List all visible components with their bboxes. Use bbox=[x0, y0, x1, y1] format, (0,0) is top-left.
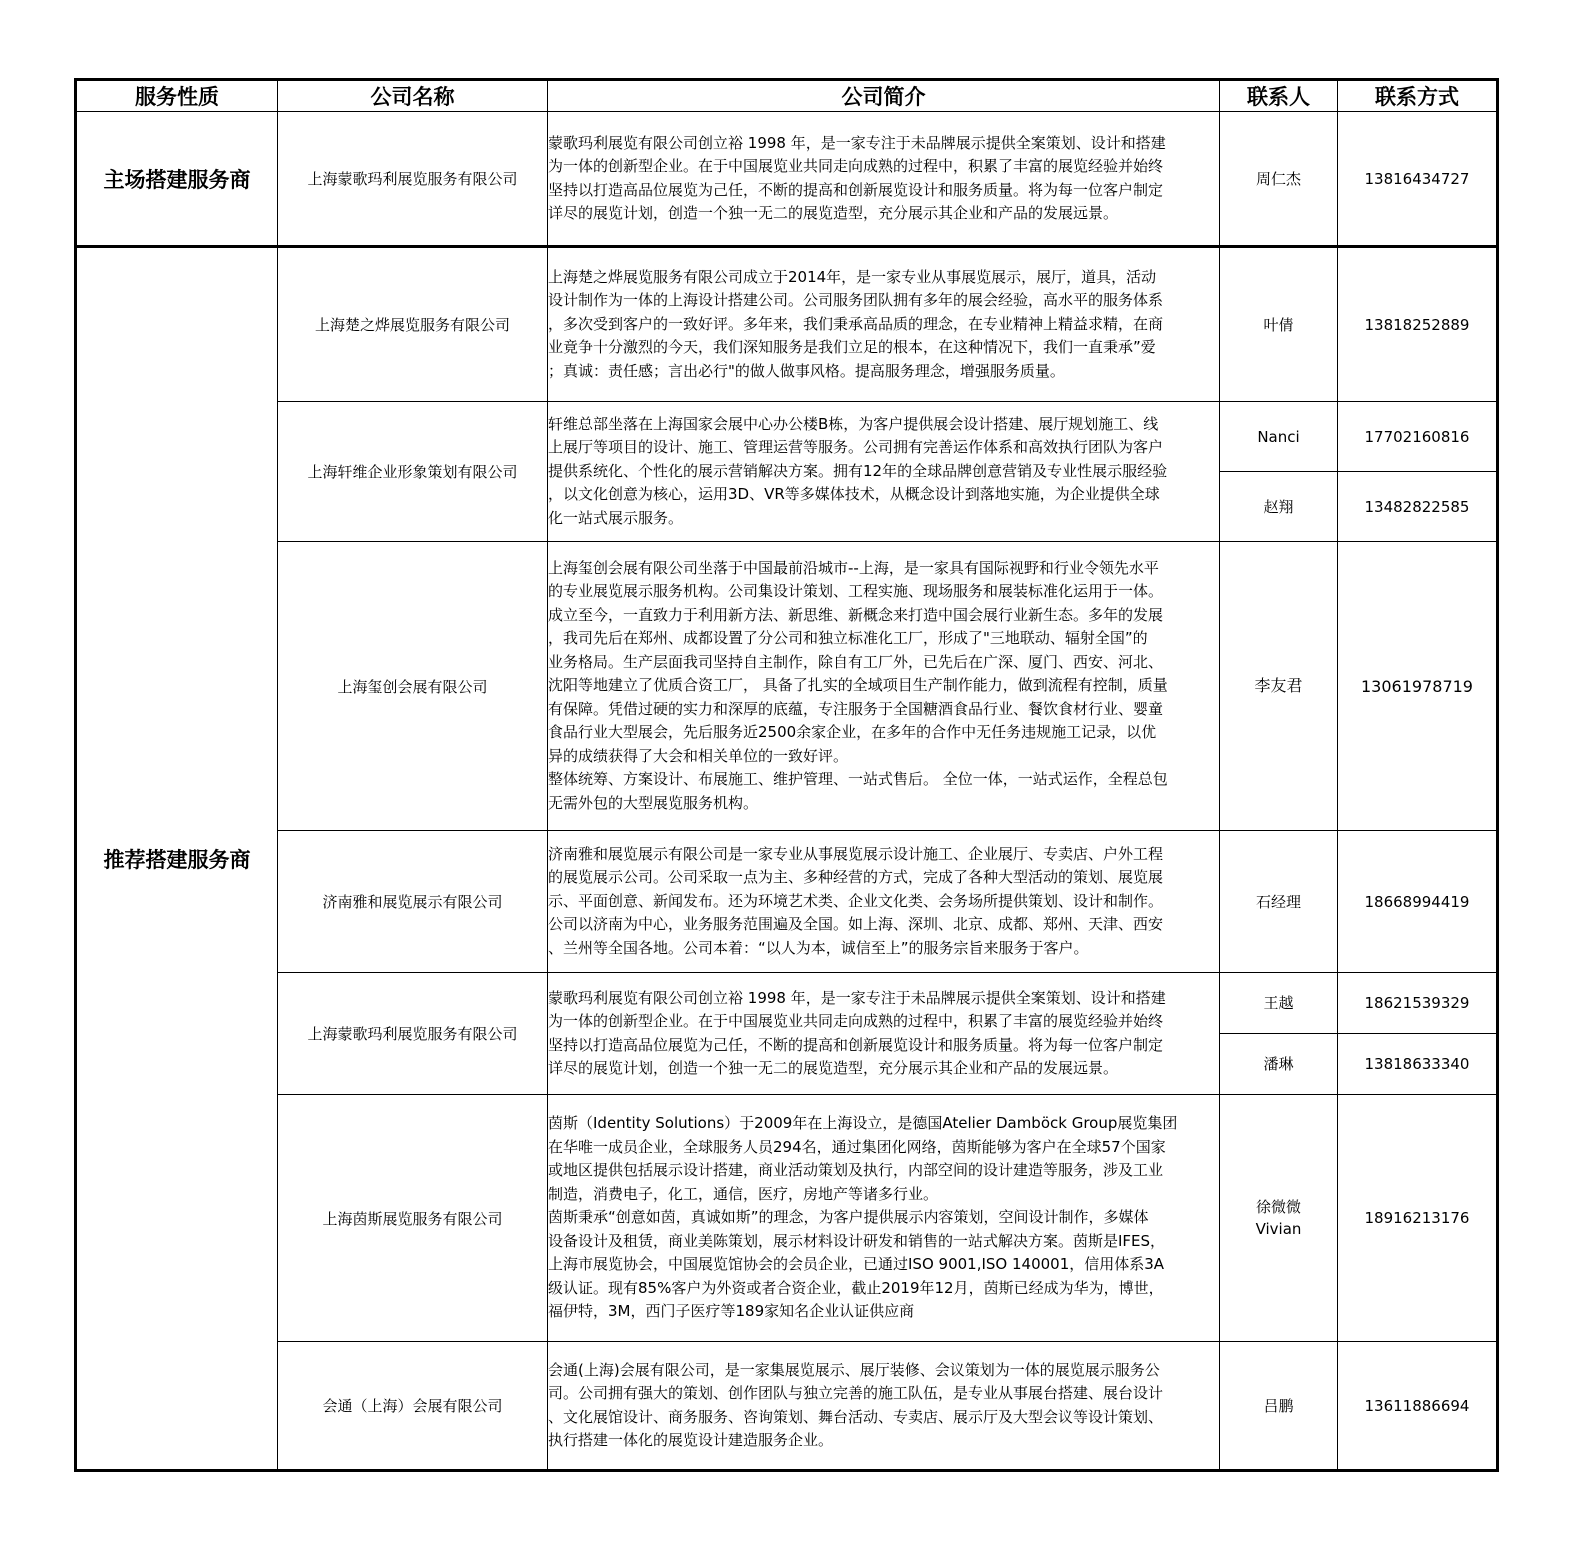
company-name-cell: 上海楚之烨展览服务有限公司 bbox=[278, 247, 548, 402]
intro-line: 异的成绩获得了大会和相关单位的一致好评。 bbox=[548, 746, 849, 765]
intro-line: 设备设计及租赁，商业美陈策划，展示材料设计研发和销售的一站式解决方案。茵斯是IFES， bbox=[548, 1231, 1166, 1250]
contact-person-cell: 周仁杰 bbox=[1220, 112, 1338, 247]
contact-name-line: Vivian bbox=[1255, 1220, 1302, 1238]
contact-phone-cell: 18916213176 bbox=[1338, 1095, 1498, 1342]
header-row bbox=[76, 80, 1498, 112]
intro-line: 沈阳等地建立了优质合资工厂， 具备了扎实的全域项目生产制作能力，做到流程有控制，质量 bbox=[548, 676, 1168, 695]
intro-line: 执行搭建一体化的展览设计建造服务企业。 bbox=[548, 1431, 834, 1449]
table-row bbox=[76, 1095, 1498, 1342]
intro-line: 会通(上海)会展有限公司，是一家集展览展示、展厅装修、会议策划为一体的展览展示服务公 bbox=[548, 1360, 1160, 1379]
intro-line: 无需外包的大型展览服务机构。 bbox=[548, 793, 759, 812]
intro-line: ；真诚：责任感；言出必行"的做人做事风格。提高服务理念，增强服务质量。 bbox=[548, 361, 1065, 380]
contact-phone-cell: 17702160816 bbox=[1338, 402, 1498, 472]
contact-phone-cell: 13818252889 bbox=[1338, 247, 1498, 402]
company-intro-cell bbox=[548, 1095, 1220, 1342]
intro-line: 有保障。凭借过硬的实力和深厚的底蕴，专注服务于全国糖酒食品行业、餐饮食材行业、婴童 bbox=[548, 699, 1164, 718]
intro-line: 化一站式展示服务。 bbox=[548, 508, 684, 527]
contact-person-cell: 吕鹏 bbox=[1220, 1342, 1338, 1471]
intro-line: 为一体的创新型企业。在于中国展览业共同走向成熟的过程中，积累了丰富的展览经验并始终 bbox=[548, 1012, 1164, 1030]
intro-line: 提供系统化、个性化的展示营销解决方案。拥有12年的全球品牌创意营销及专业性展示服经验 bbox=[548, 461, 1168, 480]
contact-person-cell: 石经理 bbox=[1220, 831, 1338, 973]
intro-line: 业竟争十分激烈的今天，我们深知服务是我们立足的根本，在这种情况下，我们一直秉承”爱 bbox=[548, 338, 1156, 357]
intro-line: 茵斯（Identity Solutions）于2009年在上海设立，是德国Atelier Damböck Group展览集团 bbox=[548, 1114, 1178, 1133]
contact-name-line: 徐微微 bbox=[1255, 1198, 1301, 1216]
intro-line: 详尽的展览计划，创造一个独一无二的展览造型，充分展示其企业和产品的发展远景。 bbox=[548, 1059, 1119, 1077]
contact-phone-cell: 13611886694 bbox=[1338, 1342, 1498, 1471]
intro-line: 上展厅等项目的设计、施工、管理运营等服务。公司拥有完善运作体系和高效执行团队为客户 bbox=[548, 438, 1164, 457]
contact-phone-cell: 18668994419 bbox=[1338, 831, 1498, 973]
intro-line: 、文化展馆设计、商务服务、咨询策划、舞台活动、专卖店、展示厅及大型会议等设计策划、 bbox=[548, 1407, 1164, 1426]
intro-line: 成立至今，一直致力于利用新方法、新思维、新概念来打造中国会展行业新生态。多年的发展 bbox=[548, 605, 1164, 624]
intro-line: 济南雅和展览展示有限公司是一家专业从事展览展示设计施工、企业展厅、专卖店、户外工程 bbox=[548, 844, 1164, 863]
intro-line: ，我司先后在郑州、成都设置了分公司和独立标准化工厂，形成了"三地联动、辐射全国”的 bbox=[548, 629, 1148, 648]
intro-line: 司。公司拥有强大的策划、创作团队与独立完善的施工队伍，是专业从事展台搭建、展台设计 bbox=[548, 1384, 1164, 1402]
header-company-intro: 公司简介 bbox=[548, 80, 1220, 112]
contact-person-cell: 李友君 bbox=[1220, 542, 1338, 831]
table-row bbox=[76, 831, 1498, 973]
intro-line: 的专业展览展示服务机构。公司集设计策划、工程实施、现场服务和展装标准化运用于一体。 bbox=[548, 582, 1164, 601]
contact-phone-cell: 13061978719 bbox=[1338, 542, 1498, 831]
table-row bbox=[76, 112, 1498, 247]
intro-line: 上海楚之烨展览服务有限公司成立于2014年，是一家专业从事展览展示，展厅，道具，活动 bbox=[548, 267, 1157, 286]
contact-phone-cell: 18621539329 bbox=[1338, 973, 1498, 1034]
intro-line: 公司以济南为中心，业务服务范围遍及全国。如上海、深圳、北京、成都、郑州、天津、西安 bbox=[548, 915, 1164, 934]
intro-line: 坚持以打造高品位展览为己任，不断的提高和创新展览设计和服务质量。将为每一位客户制定 bbox=[548, 1035, 1164, 1054]
company-name-cell: 上海茵斯展览服务有限公司 bbox=[278, 1095, 548, 1342]
table-row bbox=[76, 542, 1498, 831]
company-name-cell: 上海蒙歌玛利展览服务有限公司 bbox=[278, 112, 548, 247]
intro-line: 坚持以打造高品位展览为己任，不断的提高和创新展览设计和服务质量。将为每一位客户制定 bbox=[548, 180, 1164, 199]
intro-line: 为一体的创新型企业。在于中国展览业共同走向成熟的过程中，积累了丰富的展览经验并始终 bbox=[548, 157, 1164, 175]
company-intro-cell bbox=[548, 831, 1220, 973]
company-name-cell: 上海蒙歌玛利展览服务有限公司 bbox=[278, 973, 548, 1095]
header-service-type: 服务性质 bbox=[76, 80, 278, 112]
intro-line: 示、平面创意、新闻发布。还为环境艺术类、企业文化类、会务场所提供策划、设计和制作。 bbox=[548, 891, 1164, 910]
intro-line: 设计制作为一体的上海设计搭建公司。公司服务团队拥有多年的展会经验，高水平的服务体系 bbox=[548, 291, 1164, 310]
intro-line: 上海市展览协会，中国展览馆协会的会员企业，已通过ISO 9001,ISO 140001，信用体系3A bbox=[548, 1255, 1165, 1274]
contact-phone-cell: 13816434727 bbox=[1338, 112, 1498, 247]
contact-person-cell: 赵翔 bbox=[1220, 472, 1338, 542]
intro-line: 上海玺创会展有限公司坐落于中国最前沿城市--上海，是一家具有国际视野和行业令领先水平 bbox=[548, 558, 1159, 577]
intro-line: 的展览展示公司。公司采取一点为主、多种经营的方式，完成了各种大型活动的策划、展览展 bbox=[548, 868, 1164, 887]
header-contact-person: 联系人 bbox=[1220, 80, 1338, 112]
intro-line: 业务格局。生产层面我司坚持自主制作，除自有工厂外，已先后在广深、厦门、西安、河北、 bbox=[548, 652, 1164, 671]
contact-person-cell: 叶倩 bbox=[1220, 247, 1338, 402]
intro-line: 蒙歌玛利展览有限公司创立裕 1998 年，是一家专注于未品牌展示提供全案策划、设计和搭建 bbox=[548, 988, 1166, 1007]
company-intro-cell bbox=[548, 542, 1220, 831]
service-type-cell: 推荐搭建服务商 bbox=[76, 247, 278, 1471]
intro-line: 、兰州等全国各地。公司本着：“以人为本，诚信至上”的服务宗旨来服务于客户。 bbox=[548, 938, 1089, 957]
intro-line: 整体统筹、方案设计、布展施工、维护管理、一站式售后。 全位一体，一站式运作，全程总包 bbox=[548, 770, 1168, 789]
contact-phone-cell: 13482822585 bbox=[1338, 472, 1498, 542]
company-intro-cell bbox=[548, 112, 1220, 247]
intro-line: ，以文化创意为核心，运用3D、VR等多媒体技术，从概念设计到落地实施，为企业提供全球 bbox=[548, 485, 1160, 504]
intro-line: 蒙歌玛利展览有限公司创立裕 1998 年，是一家专注于未品牌展示提供全案策划、设计和搭建 bbox=[548, 133, 1166, 152]
contact-person-cell: 潘琳 bbox=[1220, 1034, 1338, 1095]
intro-line: 或地区提供包括展示设计搭建，商业活动策划及执行，内部空间的设计建造等服务，涉及工业 bbox=[548, 1161, 1164, 1180]
company-intro-cell bbox=[548, 1342, 1220, 1471]
intro-line: 详尽的展览计划，创造一个独一无二的展览造型，充分展示其企业和产品的发展远景。 bbox=[548, 204, 1119, 222]
header-company-name: 公司名称 bbox=[278, 80, 548, 112]
intro-line: 福伊特，3M，西门子医疗等189家知名企业认证供应商 bbox=[548, 1302, 915, 1321]
contact-person-cell bbox=[1220, 1095, 1338, 1342]
header-contact-info: 联系方式 bbox=[1338, 80, 1498, 112]
contact-person-cell: Nanci bbox=[1220, 402, 1338, 472]
service-provider-table bbox=[74, 78, 1499, 1472]
service-type-cell: 主场搭建服务商 bbox=[76, 112, 278, 247]
company-intro-cell bbox=[548, 247, 1220, 402]
intro-line: 食品行业大型展会，先后服务近2500余家企业，在多年的合作中无任务违规施工记录，以优 bbox=[548, 723, 1157, 742]
company-name-cell: 会通（上海）会展有限公司 bbox=[278, 1342, 548, 1471]
company-name-cell: 上海玺创会展有限公司 bbox=[278, 542, 548, 831]
table-row bbox=[76, 1342, 1498, 1471]
table-row bbox=[76, 402, 1498, 472]
intro-line: 茵斯秉承“创意如茵，真诚如斯”的理念，为客户提供展示内容策划，空间设计制作，多媒体 bbox=[548, 1208, 1149, 1227]
intro-line: 轩维总部坐落在上海国家会展中心办公楼B栋，为客户提供展会设计搭建、展厅规划施工、线 bbox=[548, 414, 1159, 433]
company-intro-cell bbox=[548, 402, 1220, 542]
company-intro-cell bbox=[548, 973, 1220, 1095]
intro-line: 级认证。现有85%客户为外资或者合资企业，截止2019年12月，茵斯已经成为华为，博世， bbox=[548, 1278, 1164, 1297]
contact-phone-cell: 13818633340 bbox=[1338, 1034, 1498, 1095]
intro-line: 在华唯一成员企业，全球服务人员294名，通过集团化网络，茵斯能够为客户在全球57个国家 bbox=[548, 1137, 1166, 1156]
table-row bbox=[76, 973, 1498, 1034]
table-row bbox=[76, 247, 1498, 402]
intro-line: 制造，消费电子，化工，通信，医疗，房地产等诸多行业。 bbox=[548, 1184, 939, 1203]
contact-person-cell: 王越 bbox=[1220, 973, 1338, 1034]
company-name-cell: 上海轩维企业形象策划有限公司 bbox=[278, 402, 548, 542]
company-name-cell: 济南雅和展览展示有限公司 bbox=[278, 831, 548, 973]
intro-line: ，多次受到客户的一致好评。多年来，我们秉承高品质的理念，在专业精神上精益求精，在商 bbox=[548, 314, 1164, 333]
